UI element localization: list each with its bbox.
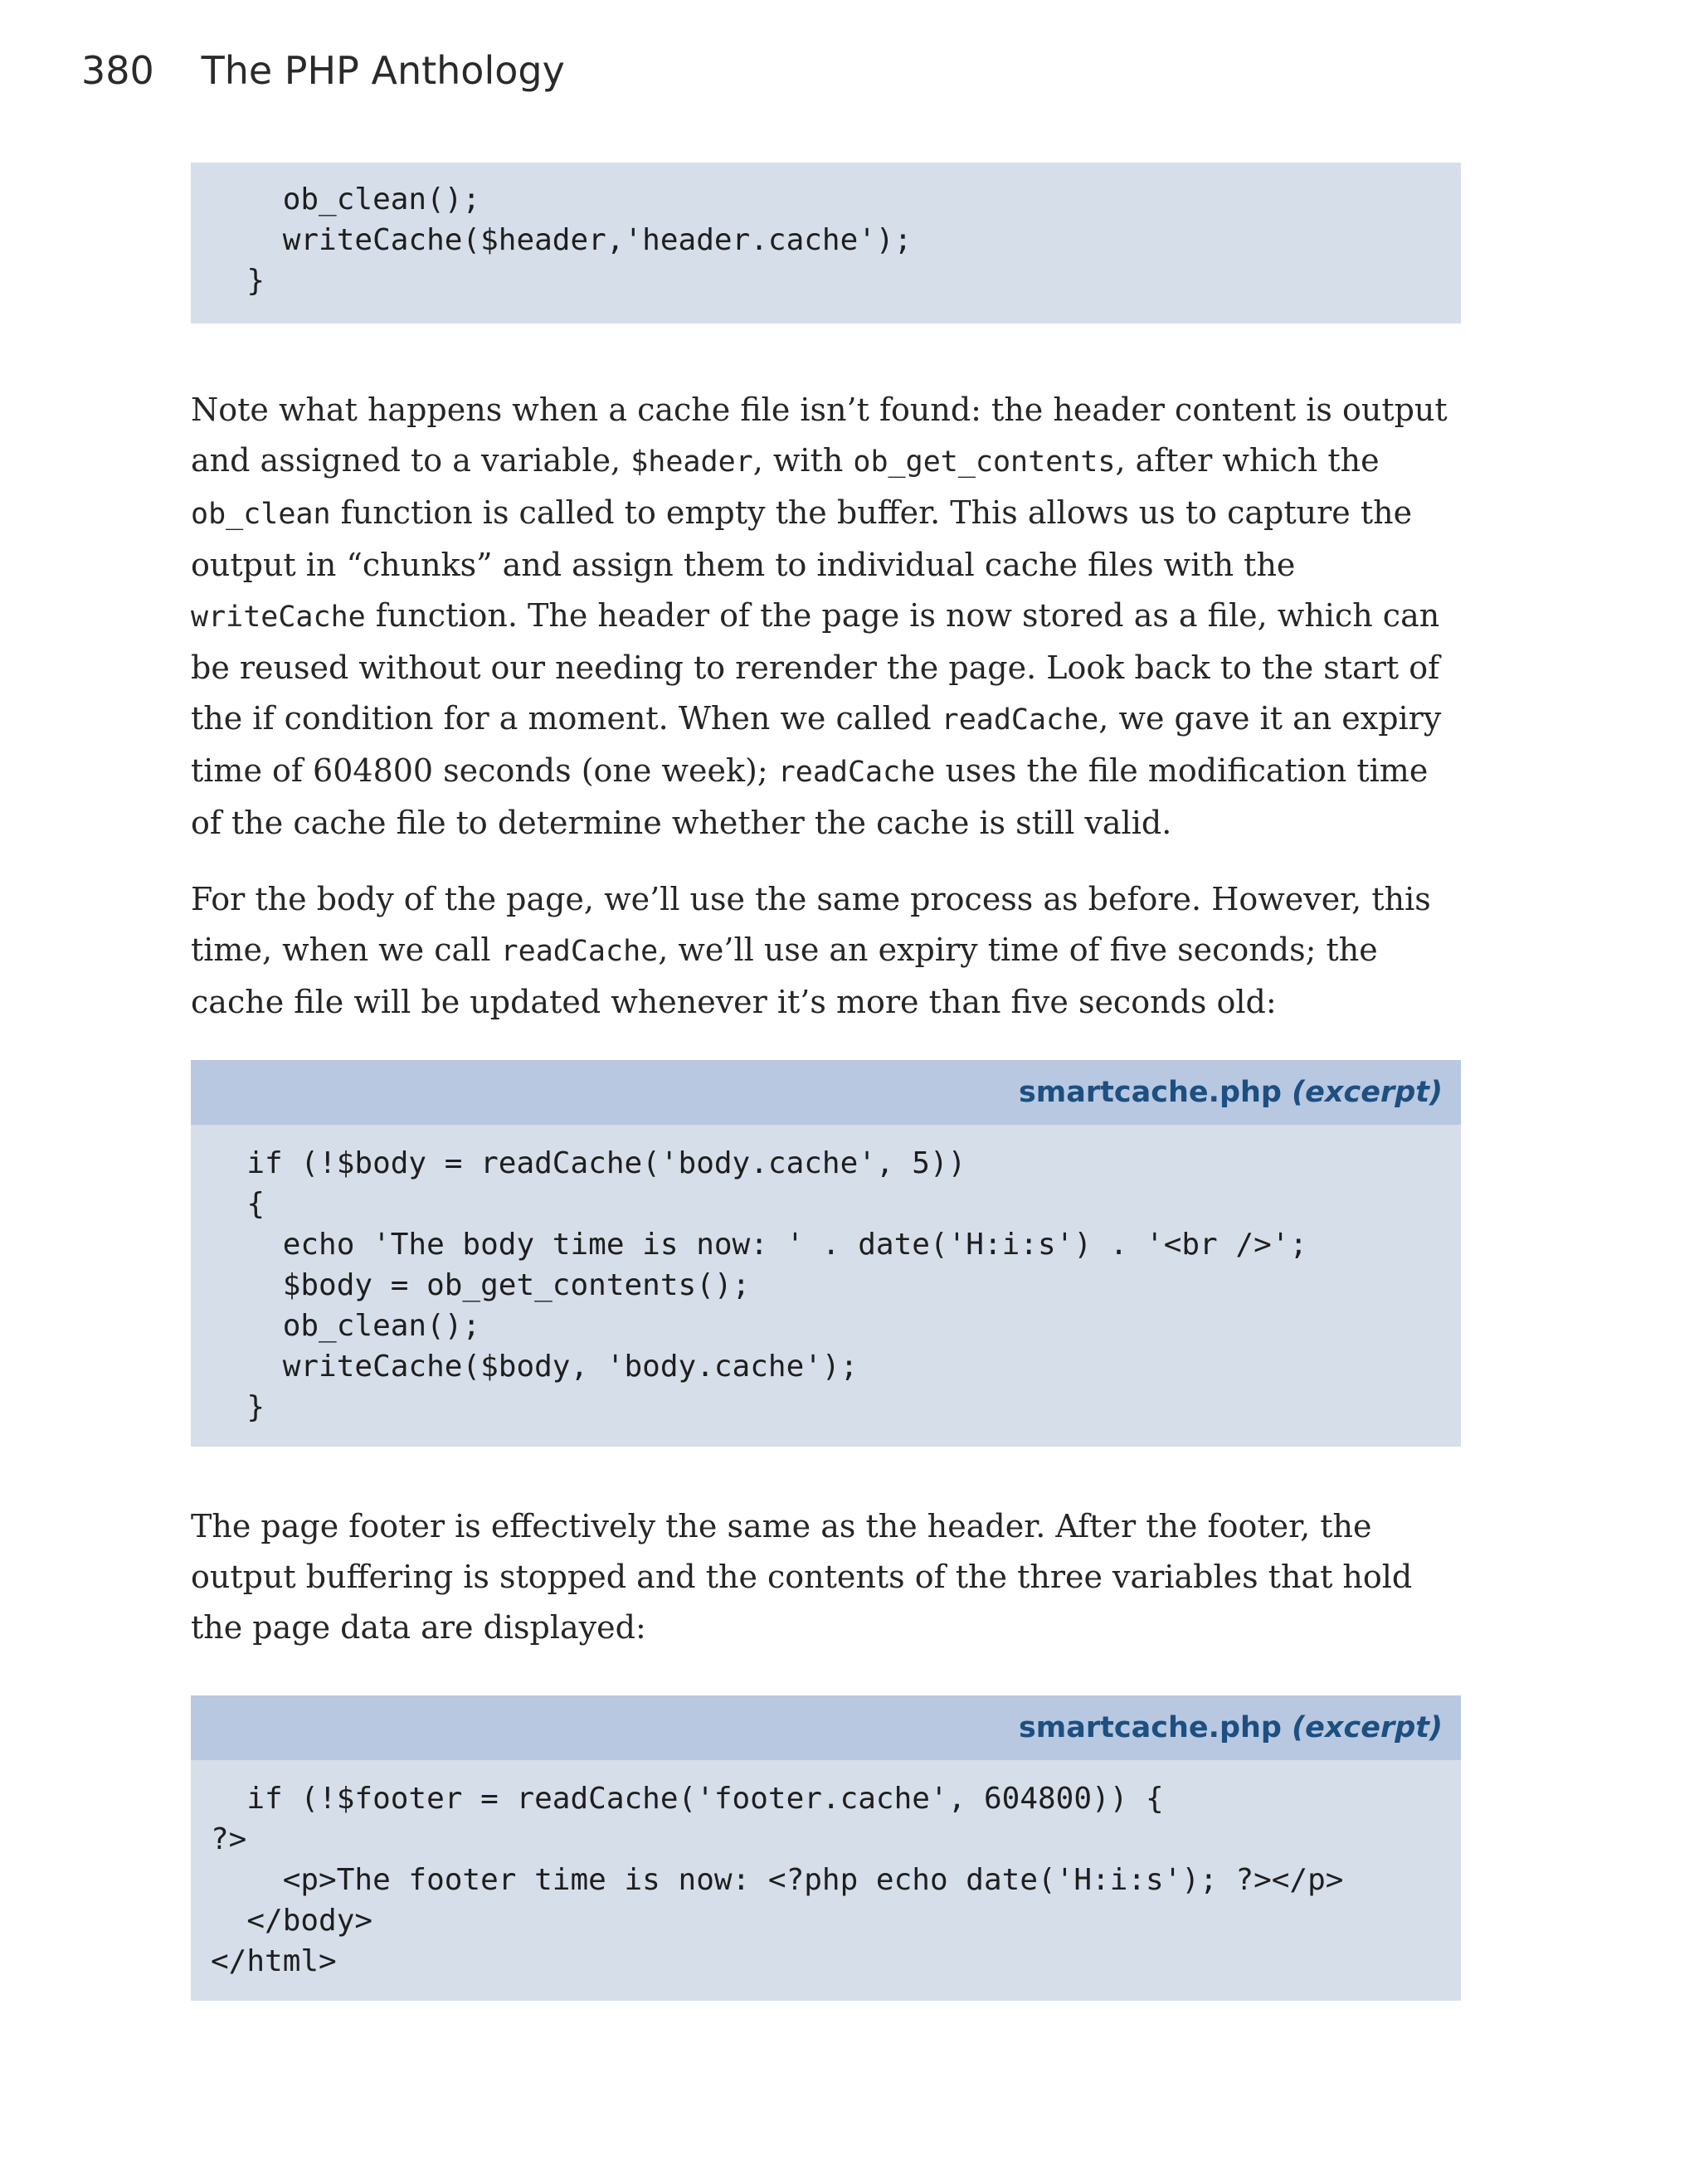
book-title: The PHP Anthology	[201, 48, 565, 93]
code-block-footer-cache	[191, 1695, 1461, 2001]
inline-code: ob_clean	[191, 498, 331, 531]
code-line: {	[211, 1187, 265, 1221]
paragraph-body-cache	[191, 874, 1461, 1028]
caption-filename: smartcache.php	[1018, 1711, 1282, 1744]
code-caption	[191, 1060, 1461, 1125]
inline-code: readCache	[777, 756, 936, 789]
code-block-body-cache	[191, 1060, 1461, 1447]
inline-code: readCache	[941, 703, 1099, 737]
code-line: echo 'The body time is now: ' . date('H:i:s') . '<br />';	[211, 1228, 1308, 1262]
code-listing	[191, 1125, 1461, 1428]
paragraph-cache-explanation	[191, 385, 1461, 849]
text-run: function is called to empty the buffer. This allows us to capture the output in “chunks” and assign them to individual cache files with the	[191, 494, 1413, 583]
text-run: uses the file modification time of the cache file to determine whether the cache is still valid.	[191, 752, 1429, 841]
code-line: if (!$footer = readCache('footer.cache', 604800)) {	[211, 1782, 1164, 1816]
text-run: , after which the	[1115, 442, 1380, 479]
inline-code: ob_get_contents	[853, 445, 1116, 479]
text-run: For the body of the page, we’ll use the same process as before. However, this time, when we call	[191, 881, 1431, 968]
code-line: $body = ob_get_contents();	[211, 1268, 751, 1302]
code-line: writeCache($header,'header.cache');	[211, 223, 913, 257]
code-caption	[191, 1695, 1461, 1760]
text-run: , with	[752, 442, 854, 479]
code-line: if (!$body = readCache('body.cache', 5))	[211, 1146, 966, 1180]
caption-note: (excerpt)	[1292, 1711, 1443, 1744]
code-listing	[191, 1760, 1461, 1982]
page-number: 380	[81, 48, 154, 93]
code-line: </body>	[211, 1904, 373, 1938]
code-line: ob_clean();	[211, 1309, 481, 1343]
inline-code: readCache	[500, 935, 659, 968]
code-line: ob_clean();	[211, 182, 481, 216]
code-line: <p>The footer time is now: <?php echo date('H:i:s'); ?></p>	[211, 1863, 1344, 1897]
code-line: ?>	[211, 1822, 247, 1856]
code-line: </html>	[211, 1944, 337, 1978]
running-head	[81, 48, 565, 98]
text-run: function. The header of the page is now stored as a file, which can be reused without our needing to rerender the page. Look back to the start of the if condition for a moment. When we called	[191, 597, 1440, 737]
code-listing	[191, 163, 1461, 301]
code-line: }	[211, 264, 265, 298]
caption-filename: smartcache.php	[1018, 1076, 1282, 1109]
text-run: The page footer is effectively the same as the header. After the footer, the output buffering is stopped and the contents of the three variables that hold the page data are displayed:	[191, 1508, 1413, 1646]
inline-code: $header	[630, 445, 753, 479]
inline-code: writeCache	[191, 601, 366, 634]
text-run: Note what happens when a cache file isn’t found: the header content is output and assigned to a variable,	[191, 392, 1448, 479]
code-line: }	[211, 1390, 265, 1424]
text-run: , we’ll use an expiry time of five seconds; the cache file will be updated whenever it’s more than five seconds old:	[191, 931, 1378, 1020]
text-run: , we gave it an expiry time of 604800 seconds (one week);	[191, 700, 1442, 789]
caption-note: (excerpt)	[1292, 1076, 1443, 1109]
paragraph-footer-explanation	[191, 1501, 1461, 1653]
code-block-header-cache	[191, 163, 1461, 323]
code-line: writeCache($body, 'body.cache');	[211, 1350, 859, 1384]
